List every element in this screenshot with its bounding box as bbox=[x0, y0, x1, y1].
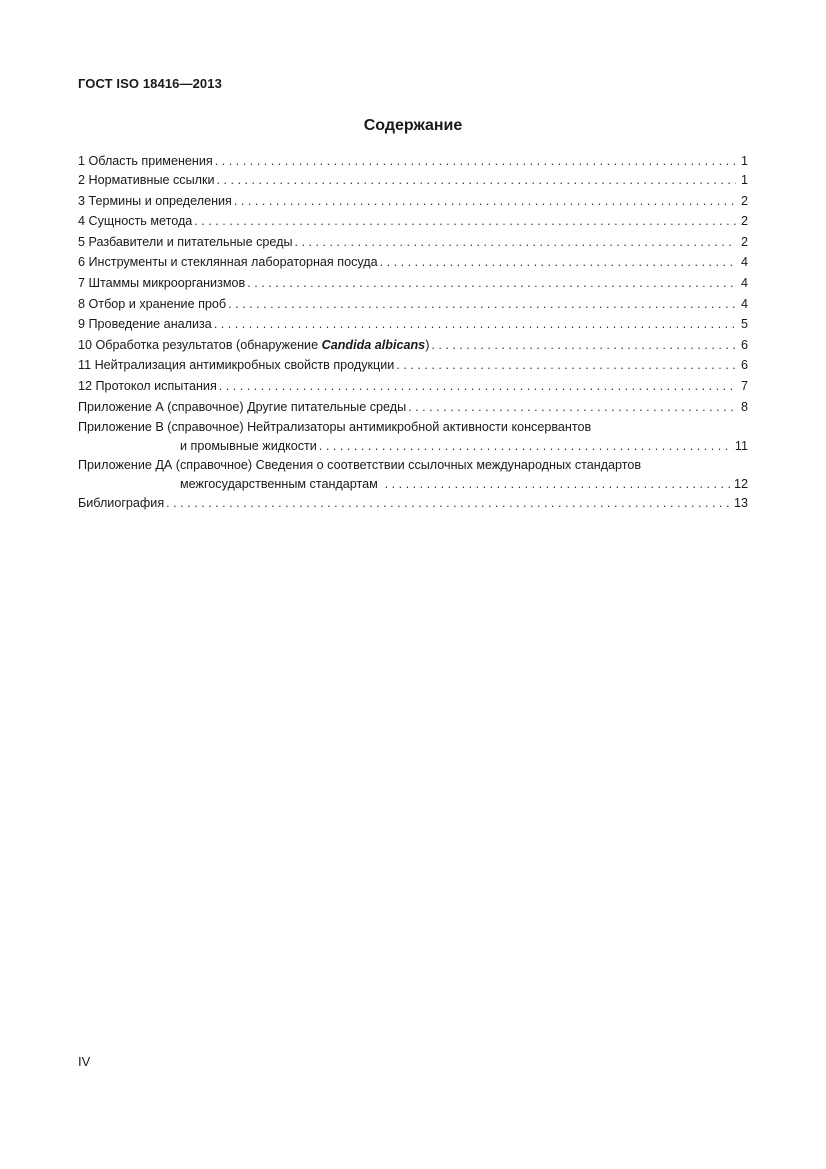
toc-entry-text: 1 Область применения bbox=[78, 154, 213, 168]
toc-entry-page: 4 bbox=[740, 296, 748, 311]
toc-entry[interactable] bbox=[78, 252, 748, 273]
toc-entry-page: 2 bbox=[740, 234, 748, 249]
toc-entry[interactable] bbox=[78, 355, 748, 376]
toc-entry[interactable] bbox=[78, 335, 748, 356]
toc-entry-page: 2 bbox=[740, 193, 748, 208]
toc-leader-dots bbox=[396, 355, 736, 376]
toc-entry[interactable] bbox=[78, 152, 748, 170]
toc-entry-page: 4 bbox=[740, 255, 748, 270]
toc-leader-dots bbox=[431, 335, 736, 356]
toc-entry[interactable] bbox=[78, 232, 748, 253]
toc-entry-text-continued: и промывные жидкости bbox=[180, 438, 317, 453]
toc-entry-text: 11 Нейтрализация антимикробных свойств продукции bbox=[78, 358, 395, 373]
toc-entry[interactable] bbox=[78, 294, 748, 315]
toc-leader-dots bbox=[194, 211, 736, 232]
toc-entry-text bbox=[78, 335, 429, 356]
toc-entry-page: 1 bbox=[740, 154, 748, 168]
toc-entry-text-part: 10 Обработка результатов (обнаружение bbox=[78, 337, 322, 352]
toc-entry-text: Библиография bbox=[78, 495, 165, 510]
toc-entry-text: 5 Разбавители и питательные среды bbox=[78, 234, 293, 249]
toc-leader-dots bbox=[228, 294, 736, 315]
toc-entry-organism-name: Candida albicans bbox=[321, 337, 426, 352]
toc-entry-text: 6 Инструменты и стеклянная лабораторная посуда bbox=[78, 255, 378, 270]
toc-entry-text-continued: межгосударственным стандартам bbox=[180, 476, 378, 491]
toc-leader-dots bbox=[408, 397, 736, 418]
toc-entry[interactable] bbox=[78, 211, 748, 232]
toc-leader-dots bbox=[380, 252, 736, 273]
toc-entry[interactable] bbox=[78, 170, 748, 191]
toc-entry-page: 6 bbox=[740, 358, 748, 373]
toc-entry-text: 8 Отбор и хранение проб bbox=[78, 296, 227, 311]
toc-entry-page: 13 bbox=[733, 495, 748, 510]
toc-entry-page: 2 bbox=[740, 214, 748, 229]
document-header: ГОСТ ISO 18416—2013 bbox=[78, 76, 222, 91]
toc-entry[interactable] bbox=[78, 376, 748, 397]
toc-entry-text: 12 Протокол испытания bbox=[78, 378, 217, 393]
table-of-contents bbox=[78, 152, 748, 513]
toc-leader-dots bbox=[319, 438, 733, 455]
toc-entry-text: Приложение В (справочное) Нейтрализаторы антимикробной активности консервантов bbox=[78, 420, 592, 435]
toc-entry-text: Приложение А (справочное) Другие питательные среды bbox=[78, 399, 407, 414]
toc-entry-text: 4 Сущность метода bbox=[78, 214, 193, 229]
toc-entry-page: 8 bbox=[740, 399, 748, 414]
toc-entry-text-part: ) bbox=[425, 337, 430, 352]
toc-leader-dots bbox=[166, 493, 732, 514]
toc-leader-dots bbox=[247, 273, 736, 294]
toc-entry-page: 1 bbox=[740, 173, 748, 187]
toc-leader-dots bbox=[215, 152, 736, 170]
toc-entry[interactable] bbox=[78, 455, 748, 493]
toc-leader-dots bbox=[234, 191, 736, 212]
toc-entry-text: 9 Проведение анализа bbox=[78, 317, 212, 332]
page-number: IV bbox=[78, 1054, 91, 1069]
toc-entry-page: 11 bbox=[734, 438, 748, 453]
toc-entry-text: Приложение ДА (справочное) Сведения о соответствии ссылочных международных стандартов bbox=[78, 458, 642, 473]
toc-title: Содержание bbox=[363, 117, 463, 134]
toc-entry-text: 2 Нормативные ссылки bbox=[78, 173, 215, 187]
toc-entry-page: 5 bbox=[740, 317, 748, 332]
toc-entry[interactable] bbox=[78, 314, 748, 335]
toc-leader-dots bbox=[217, 170, 736, 191]
toc-leader-dots bbox=[295, 232, 736, 253]
toc-entry-page: 12 bbox=[733, 476, 748, 491]
toc-entry-page: 4 bbox=[740, 275, 748, 290]
toc-entry-page: 6 bbox=[740, 337, 748, 352]
toc-entry[interactable] bbox=[78, 191, 748, 212]
toc-leader-dots bbox=[219, 376, 736, 397]
toc-entry-text: 7 Штаммы микроорганизмов bbox=[78, 275, 246, 290]
toc-entry[interactable] bbox=[78, 397, 748, 418]
toc-leader-dots bbox=[385, 476, 732, 493]
toc-entry[interactable] bbox=[78, 493, 748, 514]
toc-entry-text: 3 Термины и определения bbox=[78, 193, 232, 208]
toc-entry-page: 7 bbox=[740, 378, 748, 393]
toc-entry[interactable] bbox=[78, 417, 748, 455]
toc-entry[interactable] bbox=[78, 273, 748, 294]
toc-leader-dots bbox=[214, 314, 736, 335]
